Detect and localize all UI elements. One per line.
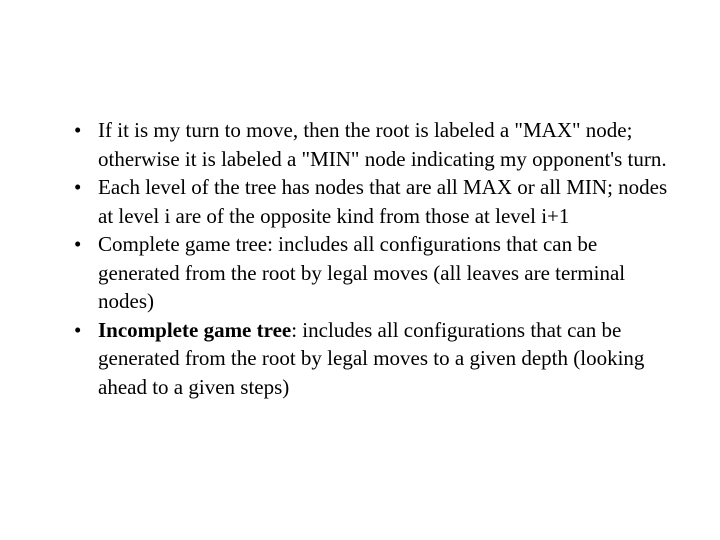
bullet-list <box>74 116 674 401</box>
bullet-text: If it is my turn to move, then the root is labeled a "MAX" node; otherwise it is labeled a "MIN" node indicating my opponent's turn. <box>98 118 667 171</box>
bullet-term-bold: Incomplete game tree <box>98 317 292 342</box>
bullet-text: : includes all configurations that can be generated from the root by legal moves to a given depth (looking ahead to a given steps) <box>98 317 645 399</box>
bullet-marker: • <box>74 232 82 256</box>
bullet-item-complete-game-tree <box>74 230 674 316</box>
bullet-item-incomplete-game-tree <box>74 316 674 402</box>
slide-content <box>74 116 674 401</box>
bullet-item-root-label <box>74 116 674 173</box>
bullet-text: Each level of the tree has nodes that are all MAX or all MIN; nodes at level i are of the opposite kind from those at level i+1 <box>98 175 668 228</box>
bullet-text: Complete game tree: includes all configurations that can be generated from the root by legal moves (all leaves are terminal nodes) <box>98 232 626 313</box>
bullet-item-tree-levels <box>74 173 674 230</box>
bullet-marker: • <box>74 118 82 142</box>
bullet-marker: • <box>74 175 82 199</box>
bullet-marker: • <box>74 317 82 342</box>
